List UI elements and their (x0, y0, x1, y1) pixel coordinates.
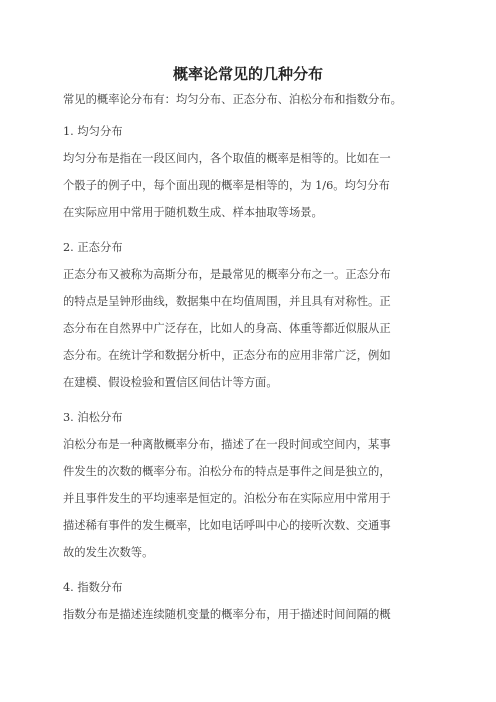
intro-paragraph: 常见的概率论分布有：均匀分布、正态分布、泊松分布和指数分布。 (63, 93, 402, 106)
paragraph-line: 在实际应用中常用于随机数生成、样本抽取等场景。 (63, 206, 323, 219)
section-heading-poisson: 3. 泊松分布 (63, 411, 123, 424)
paragraph-line: 指数分布是描述连续随机变量的概率分布，用于描述时间间隔的概 (63, 608, 391, 621)
paragraph-line: 在建模、假设检验和置信区间估计等方面。 (63, 376, 278, 389)
section-heading-uniform: 1. 均匀分布 (63, 125, 123, 138)
paragraph-line: 并且事件发生的平均速率是恒定的。泊松分布在实际应用中常用于 (63, 492, 391, 505)
paragraph-line: 均匀分布是指在一段区间内，各个取值的概率是相等的。比如在一 (63, 152, 391, 165)
paragraph-line: 态分布。在统计学和数据分析中，正态分布的应用非常广泛，例如 (63, 349, 391, 362)
paragraph-line: 态分布在自然界中广泛存在，比如人的身高、体重等都近似服从正 (63, 322, 391, 335)
paragraph-line: 正态分布又被称为高斯分布，是最常见的概率分布之一。正态分布 (63, 268, 391, 281)
paragraph-line: 件发生的次数的概率分布。泊松分布的特点是事件之间是独立的， (63, 465, 391, 478)
paragraph-line: 泊松分布是一种离散概率分布，描述了在一段时间或空间内，某事 (63, 438, 391, 451)
section-heading-normal: 2. 正态分布 (63, 241, 123, 254)
section-heading-exponential: 4. 指数分布 (63, 581, 123, 594)
paragraph-line: 的特点是呈钟形曲线，数据集中在均值周围，并且具有对称性。正 (63, 295, 391, 308)
paragraph-line: 描述稀有事件的发生概率，比如电话呼叫中心的接听次数、交通事 (63, 519, 391, 532)
paragraph-line: 个骰子的例子中，每个面出现的概率是相等的，为 1/6。均匀分布 (63, 179, 390, 192)
paragraph-line: 故的发生次数等。 (63, 546, 154, 559)
document-title: 概率论常见的几种分布 (172, 65, 323, 83)
